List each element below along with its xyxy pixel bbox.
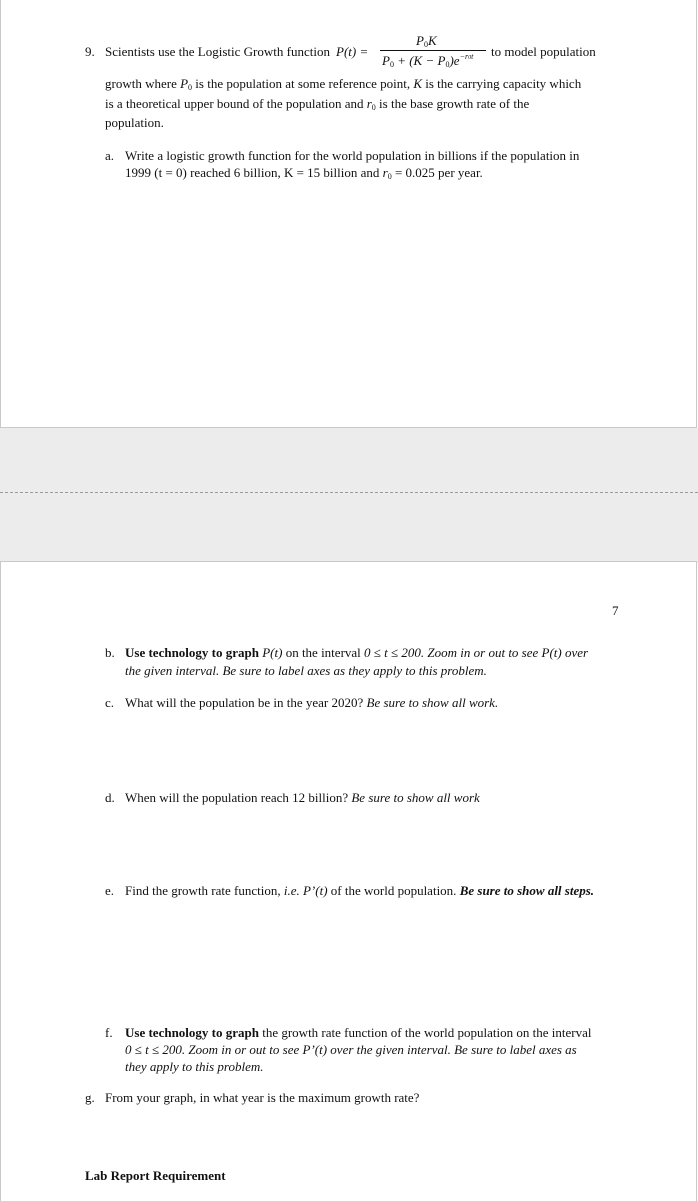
part-c-label: c. [105,695,115,710]
part-g-label: g. [85,1090,95,1105]
logistic-fraction [380,33,490,73]
lab-report-heading: Lab Report Requirement [85,1168,226,1183]
part-g-text: From your graph, in what year is the maximum growth rate? [105,1090,420,1105]
logistic-function-lhs: P(t) = [336,44,369,59]
page-break-line [0,492,698,493]
part-f-line3: they apply to this problem. [125,1059,264,1074]
part-a-line1: Write a logistic growth function for the world population in billions if the population in [125,148,580,163]
part-e-text: Find the growth rate function, i.e. P’(t) of the world population. Be sure to show all steps. [125,883,595,898]
part-d-text: When will the population reach 12 billion? Be sure to show all work [125,790,480,805]
page-number: 7 [612,603,619,618]
q9-line4: population. [105,115,164,130]
part-b-line2: the given interval. Be sure to label axes as they apply to this problem. [125,663,487,678]
part-f-label: f. [105,1025,113,1040]
fraction-numerator: $P_0K$ [416,33,437,49]
part-d-label: d. [105,790,115,805]
part-f-line2: 0 ≤ t ≤ 200. Zoom in or out to see P’(t) over the given interval. Be sure to label axes as [125,1042,577,1057]
fraction-denominator: $P_0 + (K - P_0)e^{-r0t}$ [382,52,474,69]
q9-intro-text: Scientists use the Logistic Growth function [105,44,330,59]
q9-line2: growth where $P_0$ is the population at some reference point, K is the carrying capacity which [105,76,582,92]
part-a-line2: 1999 (t = 0) reached 6 billion, K = 15 billion and $r_0 = 0.025$ per year. [125,165,483,181]
q9-intro-text-end: to model population [491,44,596,59]
part-c-text: What will the population be in the year 2020? Be sure to show all work. [125,695,499,710]
page-one [0,0,697,428]
fraction-bar [380,50,486,51]
part-b-label: b. [105,645,115,660]
q9-line3: is a theoretical upper bound of the population and $r_0$ is the base growth rate of the [105,96,530,112]
part-b-line1: Use technology to graph P(t) on the interval 0 ≤ t ≤ 200. Zoom in or out to see P(t) over [125,645,589,660]
question-number: 9. [85,44,95,59]
part-a-label: a. [105,148,115,163]
page-gap [0,428,698,563]
part-e-label: e. [105,883,115,898]
part-f-line1: Use technology to graph the growth rate function of the world population on the interval [125,1025,592,1040]
